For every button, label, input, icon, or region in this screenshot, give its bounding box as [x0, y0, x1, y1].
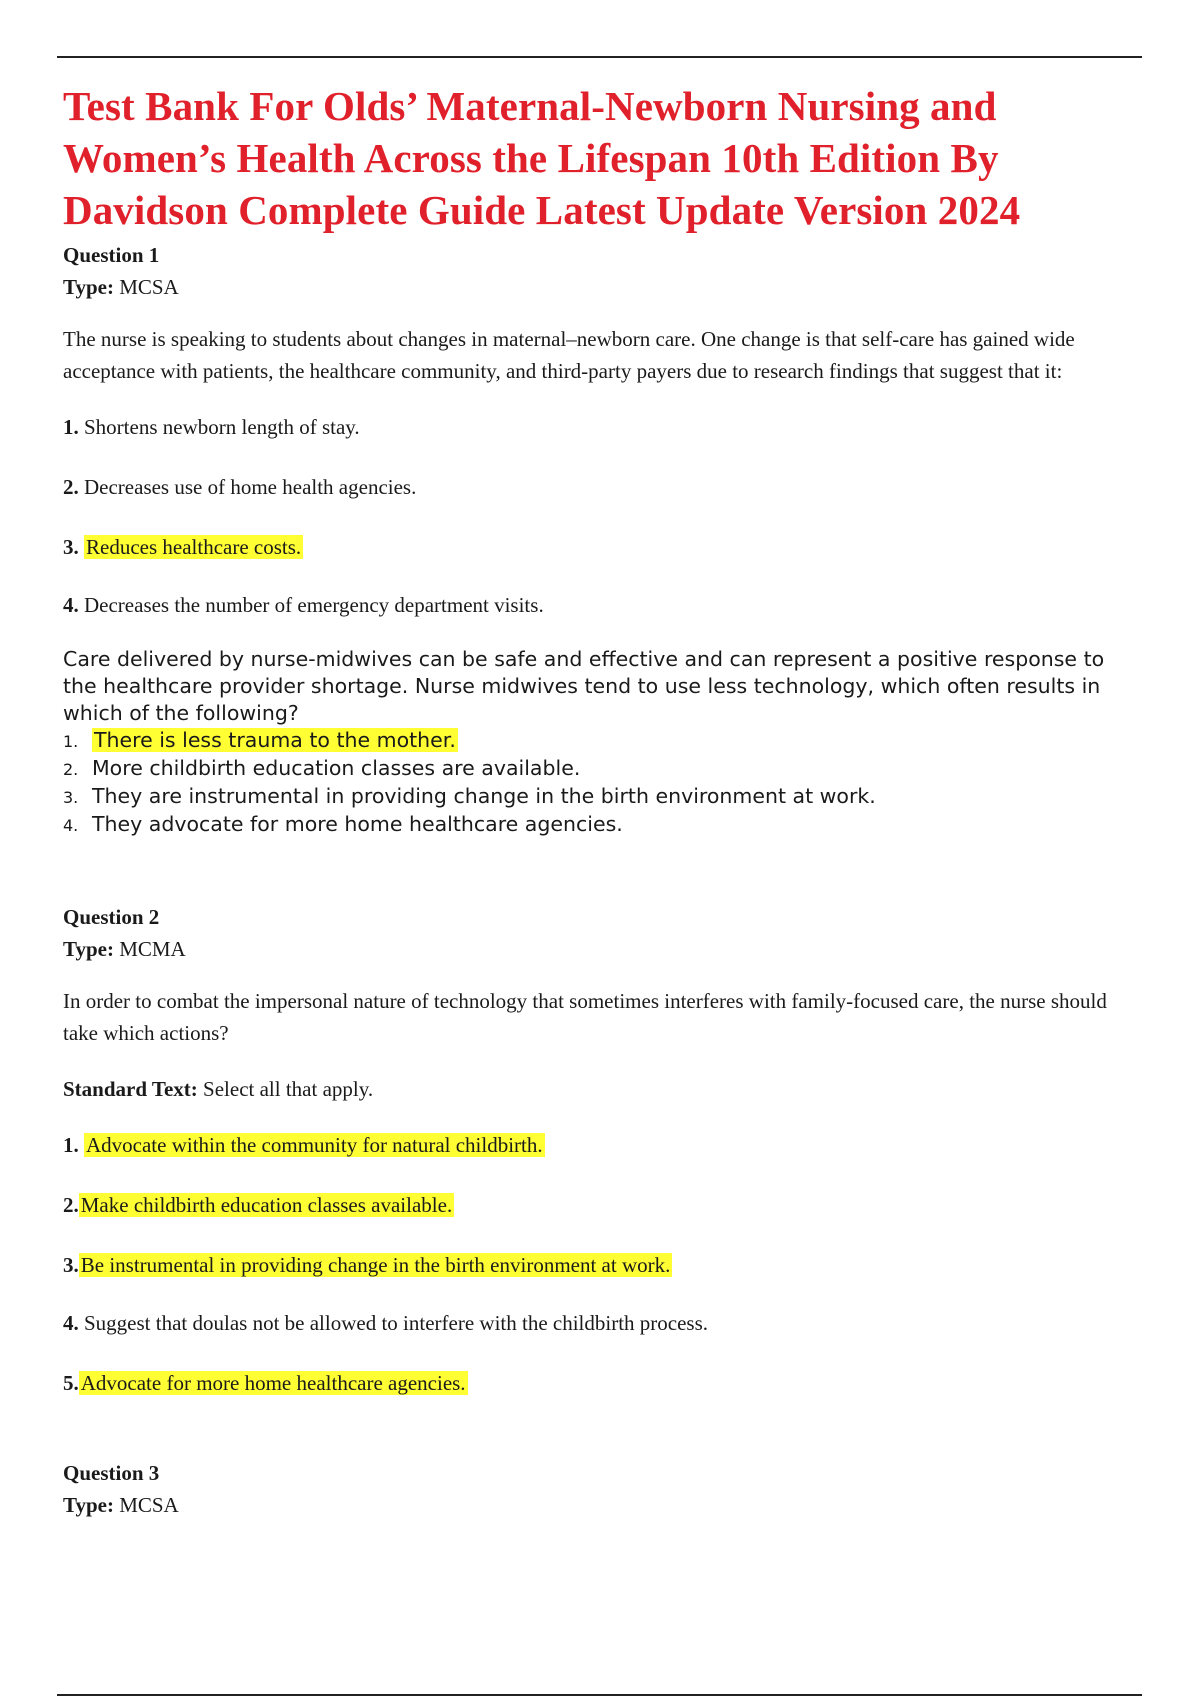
nurse-midwives-options: [63, 727, 1143, 839]
standard-text-label: Standard Text:: [63, 1077, 198, 1101]
nurse-midwives-stem: Care delivered by nurse-midwives can be safe and effective and can represent a positive response to the healthcare provider shortage. Nurse midwives tend to use less technology, which often results in which of the following?: [63, 647, 1105, 725]
question-2-standard-text: [63, 1073, 1143, 1105]
bottom-rule: [57, 1694, 1142, 1696]
option-number: 3.: [63, 535, 79, 559]
question-1-stem: The nurse is speaking to students about changes in maternal–newborn care. One change is that self-care has gained wide acceptance with patients, the healthcare community, and third-party payers due to research findings that suggest that it:: [63, 327, 1075, 383]
option-text-highlighted: Advocate for more home healthcare agencies.: [80, 1371, 466, 1395]
option-number: 3.: [63, 1253, 79, 1277]
option-number: 4.: [63, 1311, 79, 1335]
option-number: 5.: [63, 1371, 79, 1395]
question-2-option-3: [63, 1249, 1143, 1281]
question-1-type-value: MCSA: [119, 275, 179, 299]
type-label: Type:: [63, 1493, 114, 1517]
question-1: [63, 239, 1143, 621]
option-number: 1.: [63, 415, 79, 439]
option-text: Shortens newborn length of stay.: [84, 415, 360, 439]
option-text: Decreases use of home health agencies.: [84, 475, 417, 499]
option-number: 4.: [63, 593, 79, 617]
option-text: More childbirth education classes are available.: [92, 756, 581, 780]
option-number: 2.: [63, 1193, 79, 1217]
standard-text-value: Select all that apply.: [203, 1077, 374, 1101]
option-text-highlighted: There is less trauma to the mother.: [94, 728, 456, 752]
option-number: 1.: [63, 1133, 79, 1157]
question-2-type: [63, 933, 1143, 965]
nurse-midwives-option-3: [63, 783, 1143, 811]
option-text-highlighted: Advocate within the community for natural childbirth.: [86, 1133, 543, 1157]
question-2-option-5: [63, 1367, 1143, 1399]
option-text-highlighted: Be instrumental in providing change in the birth environment at work.: [80, 1253, 671, 1277]
question-3: [63, 1457, 1143, 1521]
option-text: Suggest that doulas not be allowed to interfere with the childbirth process.: [84, 1311, 709, 1335]
question-2-option-4: [63, 1307, 1143, 1339]
nurse-midwives-option-4: [63, 811, 1143, 839]
option-text-highlighted: Reduces healthcare costs.: [86, 535, 302, 559]
option-number: 2.: [63, 760, 79, 779]
question-1-type: [63, 271, 1143, 303]
question-1-heading: Question 1: [63, 243, 160, 267]
question-2: [63, 901, 1143, 1399]
option-number: 1.: [63, 732, 79, 751]
option-text: They advocate for more home healthcare agencies.: [92, 812, 623, 836]
question-2-heading: Question 2: [63, 905, 160, 929]
nurse-midwives-option-2: [63, 755, 1143, 783]
question-1-option-4: [63, 589, 1143, 621]
question-1-option-2: [63, 471, 1143, 503]
option-number: 2.: [63, 475, 79, 499]
question-2-option-1: [63, 1129, 1143, 1161]
question-1-option-1: [63, 411, 1143, 443]
type-label: Type:: [63, 275, 114, 299]
option-number: 4.: [63, 816, 79, 835]
question-2-type-value: MCMA: [119, 937, 186, 961]
top-rule: [57, 56, 1142, 58]
question-3-heading: Question 3: [63, 1461, 160, 1485]
question-3-type-value: MCSA: [119, 1493, 179, 1517]
nurse-midwives-item: [63, 646, 1143, 839]
nurse-midwives-option-1: [63, 727, 1143, 755]
option-text-highlighted: Make childbirth education classes available.: [80, 1193, 453, 1217]
option-text: They are instrumental in providing change in the birth environment at work.: [92, 784, 876, 808]
document-title: Test Bank For Olds’ Maternal-Newborn Nursing and Women’s Health Across the Lifespan 10th Edition By Davidson Complete Guide Latest Update Version 2024: [63, 83, 1021, 233]
option-text: Decreases the number of emergency department visits.: [84, 593, 544, 617]
question-1-option-3: [63, 531, 1143, 563]
question-2-option-2: [63, 1189, 1143, 1221]
option-number: 3.: [63, 788, 79, 807]
document-page: [63, 80, 1143, 1521]
question-2-stem: In order to combat the impersonal nature of technology that sometimes interferes with family-focused care, the nurse should take which actions?: [63, 989, 1107, 1045]
question-3-type: [63, 1489, 1143, 1521]
type-label: Type:: [63, 937, 114, 961]
